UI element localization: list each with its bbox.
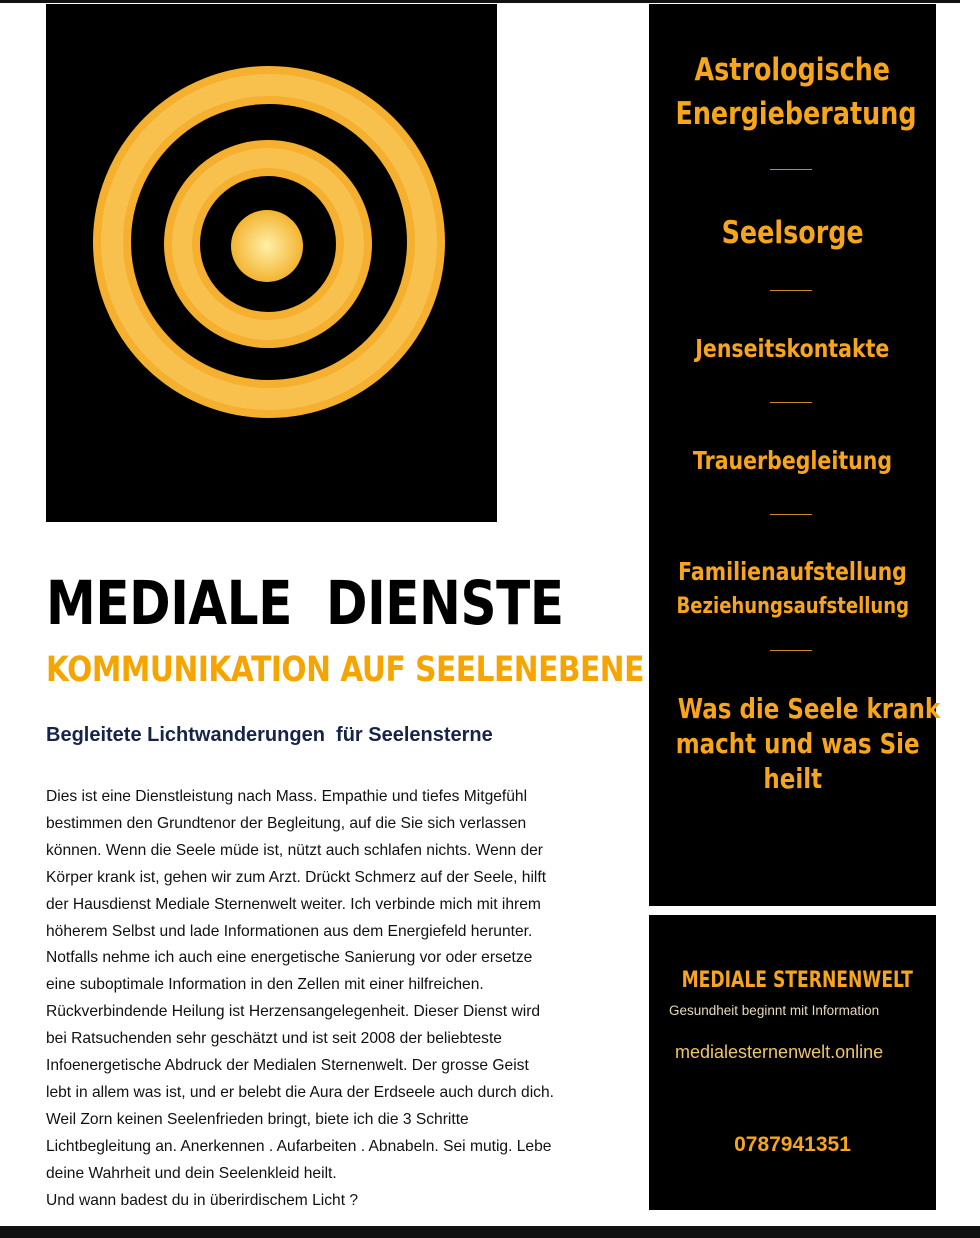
body-line: deine Wahrheit und dein Seelenkleid heilt. bbox=[46, 1164, 337, 1182]
service-jenseitskontakte bbox=[649, 331, 936, 367]
services-panel bbox=[649, 4, 941, 906]
body-line: Rückverbindende Heilung ist Herzensangelegenheit. Dieser Dienst wird bbox=[46, 1003, 541, 1021]
contact-panel bbox=[649, 915, 936, 1210]
service-label: Astrologische bbox=[694, 52, 891, 88]
service-label: Was die Seele krank bbox=[677, 692, 941, 725]
service-label: Energieberatung bbox=[675, 96, 917, 132]
body-line: Und wann badest du in überirdischem Licht ? bbox=[46, 1191, 359, 1209]
phone-number[interactable]: 0787941351 bbox=[734, 1133, 851, 1156]
body-line: bestimmen den Grundtenor der Begleitung, auf die Sie sich verlassen bbox=[46, 814, 527, 832]
service-label: Jenseitskontakte bbox=[695, 334, 890, 363]
page-subtitle: KOMMUNIKATION AUF SEELENEBENE bbox=[46, 650, 644, 690]
bottom-frame-bar bbox=[0, 1226, 980, 1238]
service-label: Familienaufstellung bbox=[678, 557, 907, 586]
lead-heading: Begleitete Lichtwanderungen für Seelensterne bbox=[46, 724, 493, 746]
page-title: MEDIALE DIENSTE bbox=[46, 568, 564, 639]
separator bbox=[770, 514, 812, 515]
right-margin bbox=[960, 0, 980, 1238]
logo-image bbox=[46, 4, 497, 522]
website-link[interactable]: medialesternenwelt.online bbox=[675, 1042, 884, 1062]
body-line: Infoenergetische Abdruck der Medialen Sternenwelt. Der grosse Geist bbox=[46, 1057, 529, 1075]
body-line: Lichtbegleitung an. Anerkennen . Aufarbeiten . Abnabeln. Sei mutig. Lebe bbox=[46, 1137, 552, 1155]
service-astrologische-energieberatung bbox=[649, 48, 936, 136]
body-line: lebt in allem was ist, und er belebt die Aura der Erdseele auch durch dich. bbox=[46, 1083, 554, 1101]
service-seele-krank bbox=[649, 691, 941, 796]
separator bbox=[770, 169, 812, 170]
body-paragraph bbox=[46, 784, 646, 1215]
service-familienaufstellung bbox=[649, 555, 936, 623]
service-label: Beziehungsaufstellung bbox=[676, 594, 909, 619]
body-line: können. Wenn die Seele müde ist, nützt auch schlafen nichts. Wenn der bbox=[46, 841, 543, 859]
body-line: eine suboptimale Information in den Zellen mit einer hilfreichen. bbox=[46, 976, 484, 994]
brand-label: MEDIALE STERNENWELT bbox=[681, 968, 913, 993]
body-line: Notfalls nehme ich auch eine energetische Sanierung vor oder ersetze bbox=[46, 949, 533, 967]
body-line: Körper krank ist, gehen wir zum Arzt. Drückt Schmerz auf der Seele, hilft bbox=[46, 868, 547, 886]
concentric-rings-icon bbox=[46, 4, 497, 522]
separator bbox=[770, 290, 812, 291]
body-line: Weil Zorn keinen Seelenfrieden bringt, biete ich die 3 Schritte bbox=[46, 1110, 469, 1128]
service-seelsorge bbox=[649, 211, 936, 255]
separator bbox=[770, 402, 812, 403]
service-label: heilt bbox=[763, 762, 822, 795]
body-line: der Hausdienst Mediale Sternenwelt weiter. Ich verbinde mich mit ihrem bbox=[46, 895, 541, 913]
brand-tagline: Gesundheit beginnt mit Information bbox=[669, 1003, 880, 1018]
top-frame-bar bbox=[0, 0, 980, 3]
service-label: Trauerbegleitung bbox=[692, 446, 893, 475]
service-label: Seelsorge bbox=[721, 215, 864, 251]
body-line: höherem Selbst und lade Informationen aus dem Energiefeld herunter. bbox=[46, 922, 533, 940]
body-line: Dies ist eine Dienstleistung nach Mass. Empathie und tiefes Mitgefühl bbox=[46, 788, 528, 805]
brand-name bbox=[649, 968, 936, 993]
body-line: bei Ratsuchenden sehr geschätzt und ist seit 2008 der beliebteste bbox=[46, 1030, 502, 1048]
service-label: macht und was Sie bbox=[675, 727, 920, 760]
separator bbox=[770, 650, 812, 651]
service-trauerbegleitung bbox=[649, 443, 936, 479]
